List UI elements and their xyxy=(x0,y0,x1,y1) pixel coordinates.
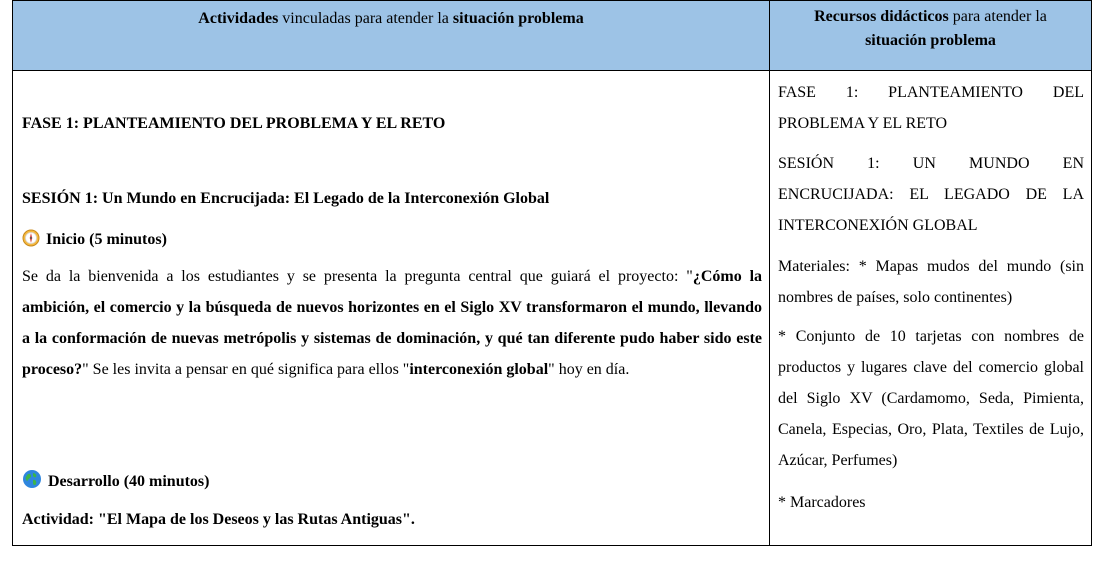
resources-materials: Materiales: * Mapas mudos del mundo (sin nombres de países, solo continentes) xyxy=(778,258,1084,306)
header-resources: Recursos didácticos para atender la situación problema xyxy=(814,8,1047,49)
column-divider xyxy=(769,1,770,545)
activities-table xyxy=(12,0,1092,546)
resources-markers: * Marcadores xyxy=(778,494,866,511)
desarrollo-heading: Desarrollo (40 minutos) xyxy=(22,469,209,494)
intro-paragraph: Se da la bienvenida a los estudiantes y se presenta la pregunta central que guiará el proyecto: "¿Cómo la ambición, el comercio y la búsqueda de nuevos horizontes en el Siglo XV transformaron el mundo, llevando a la conformación de nuevas metrópolis y sistemas de dominación, y qué tan diferente pudo haber sido este proceso?" Se les invita a pensar en qué significa para ellos "interconexión global" hoy en día. xyxy=(22,268,763,378)
inicio-heading: Inicio (5 minutos) xyxy=(22,229,167,252)
header-activities: Actividades vinculadas para atender la situación problema xyxy=(198,10,584,27)
activity-title: Actividad: "El Mapa de los Deseos y las Rutas Antiguas". xyxy=(22,511,415,528)
session-heading: SESIÓN 1: Un Mundo en Encrucijada: El Legado de la Interconexión Global xyxy=(22,190,550,207)
resources-session: SESIÓN 1: UN MUNDO EN ENCRUCIJADA: EL LEGADO DE LA INTERCONEXIÓN GLOBAL xyxy=(778,155,1084,234)
globe-icon xyxy=(22,469,42,494)
phase-heading: FASE 1: PLANTEAMIENTO DEL PROBLEMA Y EL RETO xyxy=(22,115,446,132)
resources-phase: FASE 1: PLANTEAMIENTO DEL PROBLEMA Y EL RETO xyxy=(778,84,1084,132)
resources-cards: * Conjunto de 10 tarjetas con nombres de productos y lugares clave del comercio global del Siglo XV (Cardamomo, Seda, Pimienta, Canela, Especias, Oro, Plata, Textiles de Lujo, Azúcar, Perfumes) xyxy=(778,328,1084,469)
compass-icon xyxy=(22,229,40,252)
